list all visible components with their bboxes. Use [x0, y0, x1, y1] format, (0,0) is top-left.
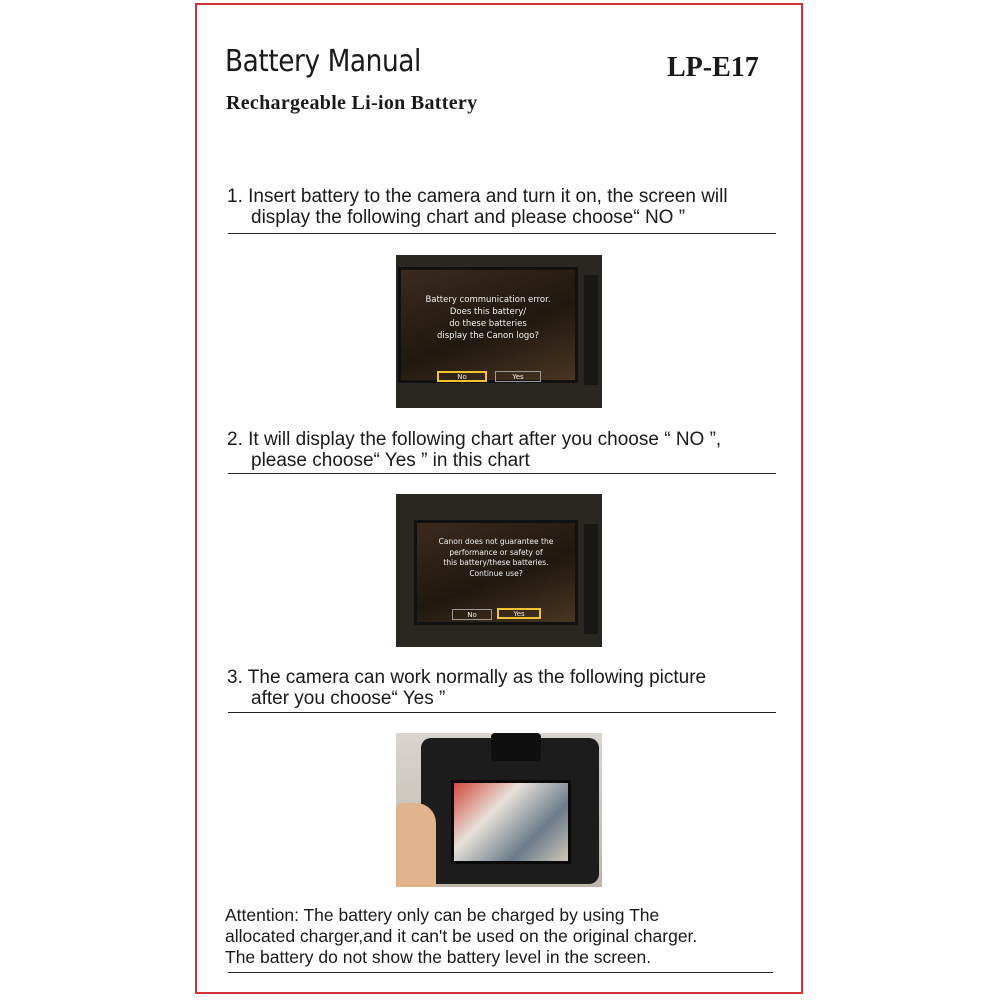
dialog-2-line-3: this battery/these batteries.: [443, 558, 549, 567]
camera-viewfinder: [491, 733, 541, 761]
camera-photo-3: [396, 733, 602, 887]
dialog-1-line-2: Does this battery/: [449, 307, 527, 317]
attention-line-2: allocated charger,and it can't be used on the original charger.: [225, 926, 698, 946]
screen-1-no-button: No: [437, 371, 487, 382]
hand: [396, 803, 436, 887]
screen-2-yes-button: Yes: [497, 608, 541, 619]
page-title: Battery Manual: [225, 44, 421, 79]
dialog-2-line-2: performance or safety of: [449, 547, 543, 557]
dialog-2-line-1: Canon does not guarantee the: [438, 537, 554, 546]
dialog-1-line-1: Battery communication error.: [425, 295, 551, 305]
screen-2-no-button: No: [452, 609, 492, 620]
attention-line-3: The battery do not show the battery level in the screen.: [225, 947, 652, 967]
camera-photo-2: [396, 494, 602, 647]
dialog-text-2: [417, 537, 575, 579]
camera-side-controls-2: [584, 524, 598, 634]
step-3-line-1: 3. The camera can work normally as the following picture: [227, 667, 707, 688]
step-3-text: [227, 667, 706, 709]
step-3-rule: [228, 712, 776, 713]
dialog-2-line-4: Continue use?: [469, 568, 523, 578]
screen-1-yes-button: Yes: [495, 371, 541, 382]
camera-screen-1: [398, 267, 578, 383]
step-2-rule: [228, 473, 776, 474]
step-3-line-2: after you choose“ Yes ”: [251, 688, 446, 709]
camera-side-controls-1: [584, 275, 598, 385]
step-1-text: [227, 186, 728, 228]
attention-line-1: Attention: The battery only can be charged by using The: [225, 905, 660, 925]
camera-photo-1: [396, 255, 602, 408]
attention-rule: [228, 972, 773, 973]
step-2-line-1: 2. It will display the following chart after you choose “ NO ”,: [227, 429, 722, 450]
dialog-1-line-3: do these batteries: [449, 319, 527, 329]
step-2-line-2: please choose“ Yes ” in this chart: [251, 450, 530, 471]
dialog-1-line-4: display the Canon logo?: [436, 331, 540, 341]
page-subtitle: Rechargeable Li-ion Battery: [226, 92, 478, 114]
dialog-text-1: [401, 294, 575, 342]
step-1-line-1: 1. Insert battery to the camera and turn it on, the screen will: [227, 186, 728, 207]
step-1-line-2: display the following chart and please choose“ NO ”: [251, 207, 686, 228]
camera-screen-2: [414, 520, 578, 625]
step-1-rule: [228, 233, 776, 234]
camera-live-view-screen: [451, 780, 571, 864]
step-2-text: [227, 429, 721, 471]
attention-note: [225, 905, 697, 968]
battery-model: LP-E17: [667, 52, 759, 83]
